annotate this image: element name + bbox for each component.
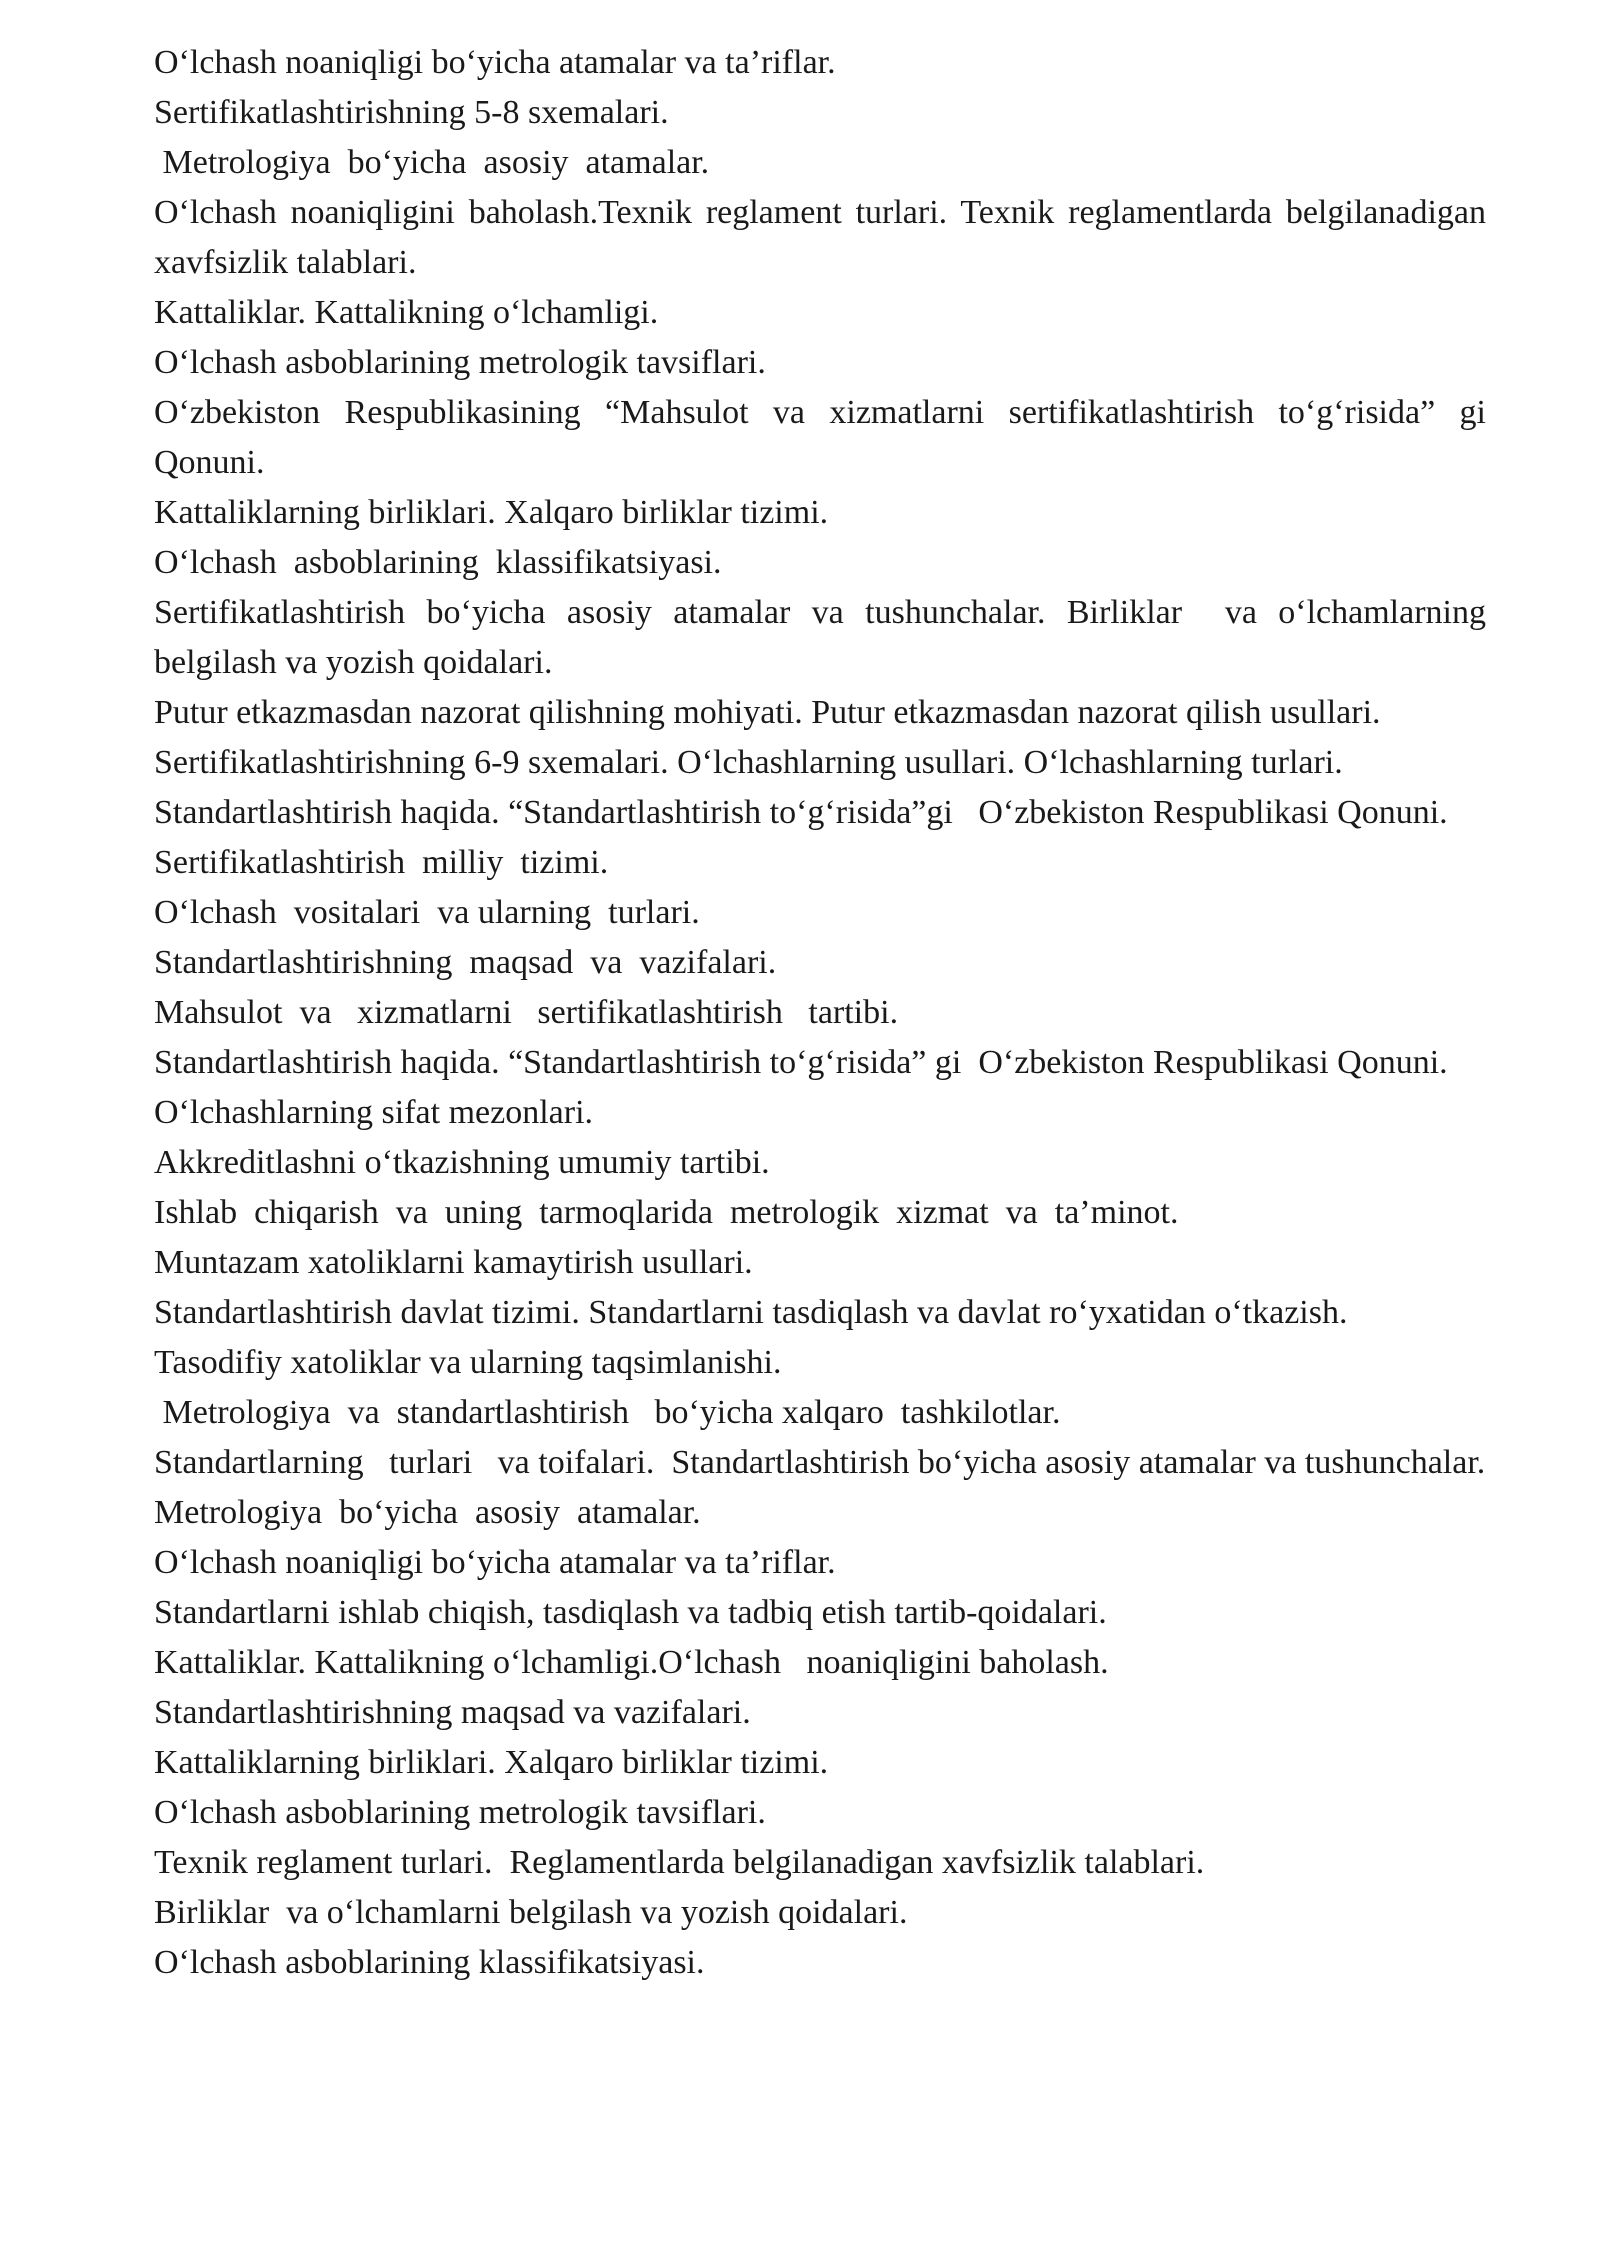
text-line: Standartlashtirishning maqsad va vazifalari. bbox=[154, 1694, 751, 1731]
text-line: O‘lchash noaniqligini baholash.Texnik reglament turlari. Texnik reglamentlarda belgilanadigan xavfsizlik talablari. bbox=[154, 194, 1495, 281]
text-line: Kattaliklarning birliklari. Xalqaro birliklar tizimi. bbox=[154, 494, 829, 531]
text-line: O‘lchash noaniqligi bo‘yicha atamalar va ta’riflar. bbox=[154, 44, 836, 81]
text-line: O‘lchashlarning sifat mezonlari. bbox=[154, 1094, 594, 1131]
text-line: Akkreditlashni o‘tkazishning umumiy tartibi. bbox=[154, 1144, 770, 1181]
text-line: Standartlarning turlari va toifalari. Standartlashtirish bo‘yicha asosiy atamalar va tushunchalar. bbox=[154, 1444, 1486, 1481]
text-line: Standartlashtirish haqida. “Standartlashtirish to‘g‘risida”gi O‘zbekiston Respublikasi Qonuni. bbox=[154, 794, 1448, 831]
text-line: Tasodifiy xatoliklar va ularning taqsimlanishi. bbox=[154, 1344, 782, 1381]
text-line: Putur etkazmasdan nazorat qilishning mohiyati. Putur etkazmasdan nazorat qilish usullari. bbox=[154, 694, 1381, 731]
text-line: O‘lchash asboblarining metrologik tavsiflari. bbox=[154, 1794, 766, 1831]
text-line: Sertifikatlashtirish bo‘yicha asosiy atamalar va tushunchalar. Birliklar va o‘lchamlarning belgilash va yozish qoidalari. bbox=[154, 594, 1495, 681]
text-line: Kattaliklar. Kattalikning o‘lchamligi.O‘lchash noaniqligini baholash. bbox=[154, 1644, 1109, 1681]
text-line: Kattaliklar. Kattalikning o‘lchamligi. bbox=[154, 294, 659, 331]
text-line: Standartlashtirishning maqsad va vazifalari. bbox=[154, 944, 777, 981]
text-line: O‘lchash vositalari va ularning turlari. bbox=[154, 894, 700, 931]
text-line: Sertifikatlashtirishning 5-8 sxemalari. bbox=[154, 94, 669, 131]
text-line: Ishlab chiqarish va uning tarmoqlarida metrologik xizmat va ta’minot. bbox=[154, 1194, 1179, 1231]
text-line: Standartlarni ishlab chiqish, tasdiqlash va tadbiq etish tartib-qoidalari. bbox=[154, 1594, 1107, 1631]
text-line: Standartlashtirish davlat tizimi. Standartlarni tasdiqlash va davlat ro‘yxatidan o‘tkazish. bbox=[154, 1294, 1348, 1331]
text-line: Mahsulot va xizmatlarni sertifikatlashtirish tartibi. bbox=[154, 994, 899, 1031]
text-line: Texnik reglament turlari. Reglamentlarda belgilanadigan xavfsizlik talablari. bbox=[154, 1844, 1205, 1881]
text-line: Sertifikatlashtirishning 6-9 sxemalari. O‘lchashlarning usullari. O‘lchashlarning turlari. bbox=[154, 744, 1343, 781]
document-page bbox=[154, 38, 1503, 1988]
text-line: O‘zbekiston Respublikasining “Mahsulot va xizmatlarni sertifikatlashtirish to‘g‘risida” gi Qonuni. bbox=[154, 394, 1503, 481]
text-line: Muntazam xatoliklarni kamaytirish usullari. bbox=[154, 1244, 753, 1281]
text-line: O‘lchash asboblarining klassifikatsiyasi. bbox=[154, 544, 722, 581]
text-line: Metrologiya bo‘yicha asosiy atamalar. bbox=[154, 1494, 701, 1531]
text-line: O‘lchash asboblarining metrologik tavsiflari. bbox=[154, 344, 766, 381]
text-line: Sertifikatlashtirish milliy tizimi. bbox=[154, 844, 609, 881]
text-line: Kattaliklarning birliklari. Xalqaro birliklar tizimi. bbox=[154, 1744, 829, 1781]
text-line: O‘lchash noaniqligi bo‘yicha atamalar va ta’riflar. bbox=[154, 1544, 836, 1581]
text-line: O‘lchash asboblarining klassifikatsiyasi. bbox=[154, 1944, 705, 1981]
text-line: Metrologiya bo‘yicha asosiy atamalar. bbox=[154, 144, 710, 181]
text-line: Standartlashtirish haqida. “Standartlashtirish to‘g‘risida” gi O‘zbekiston Respublikasi Qonuni. bbox=[154, 1044, 1448, 1081]
text-line: Birliklar va o‘lchamlarni belgilash va yozish qoidalari. bbox=[154, 1894, 908, 1931]
text-line: Metrologiya va standartlashtirish bo‘yicha xalqaro tashkilotlar. bbox=[154, 1394, 1061, 1431]
